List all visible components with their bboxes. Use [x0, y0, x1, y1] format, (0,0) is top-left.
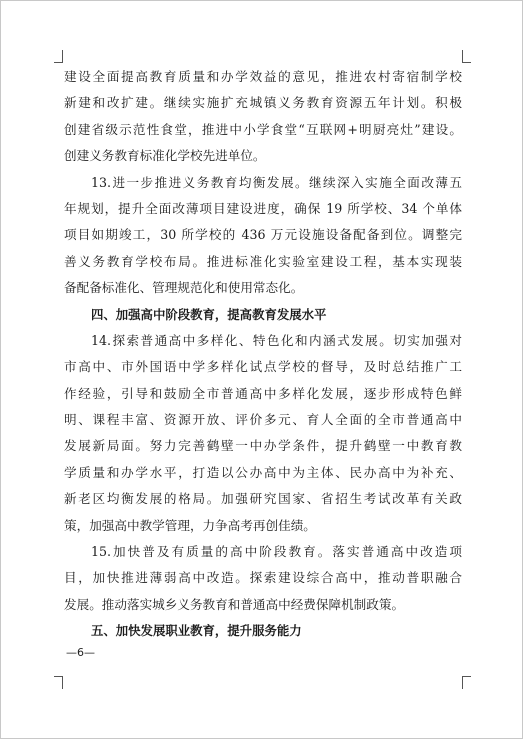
crop-mark-top-left: [54, 50, 63, 63]
text-line: 新老区均衡发展的格局。加强研究国家、省招生考试改革有关政: [64, 491, 462, 507]
text-line: 发展新局面。努力完善鹤壁一中办学条件，提升鹤壁一中教育教: [64, 438, 462, 454]
text-line: 明、课程丰富、资源开放、评价多元、育人全面的全市普通高中: [64, 412, 462, 428]
text-line: 14.探索普通高中多样化、特色化和内涵式发展。切实加强对: [91, 332, 462, 348]
text-line: 13.进一步推进义务教育均衡发展。继续深入实施全面改薄五: [91, 174, 462, 190]
section-heading: 五、加快发展职业教育，提升服务能力: [91, 623, 302, 639]
document-body: [64, 64, 462, 645]
text-line: 策，加强高中教学管理，力争高考再创佳绩。: [64, 517, 316, 533]
text-line: 作经验，引导和鼓励全市普通高中多样化发展，逐步形成特色鲜: [64, 385, 462, 401]
crop-mark-bottom-left: [54, 676, 63, 689]
text-line: 年规划，提升全面改薄项目建设进度，确保 19 所学校、34 个单体: [64, 200, 462, 216]
text-line: 发展。推动落实城乡义务教育和普通高中经费保障机制政策。: [64, 596, 405, 612]
crop-mark-top-right: [462, 50, 471, 63]
text-line: 创建义务教育标准化学校先进单位。: [64, 148, 266, 164]
text-line: 学质量和办学水平，打造以公办高中为主体、民办高中为补充、: [64, 464, 462, 480]
crop-mark-bottom-right: [462, 676, 471, 689]
text-line: 项目如期竣工，30 所学校的 436 万元设施设备配备到位。调整完: [64, 227, 462, 243]
text-line: 建设全面提高教育质量和办学效益的意见，推进农村寄宿制学校: [64, 69, 462, 84]
page-number: —6—: [66, 646, 95, 659]
text-line: 15.加快普及有质量的高中阶段教育。落实普通高中改造项: [91, 544, 462, 560]
text-line: 创建省级示范性食堂，推进中小学食堂“互联网+明厨亮灶”建设。: [64, 121, 462, 137]
text-line: 善义务教育学校布局。推进标准化实验室建设工程，基本实现装: [64, 253, 462, 269]
text-line: 新建和改扩建。继续实施扩充城镇义务教育资源五年计划。积极: [64, 95, 462, 111]
text-line: 备配备标准化、管理规范化和使用常态化。: [64, 280, 304, 296]
text-line: 市高中、市外国语中学多样化试点学校的督导，及时总结推广工: [64, 359, 462, 375]
text-line: 目，加快推进薄弱高中改造。探索建设综合高中，推动普职融合: [64, 570, 462, 586]
section-heading: 四、加强高中阶段教育，提高教育发展水平: [91, 306, 327, 322]
